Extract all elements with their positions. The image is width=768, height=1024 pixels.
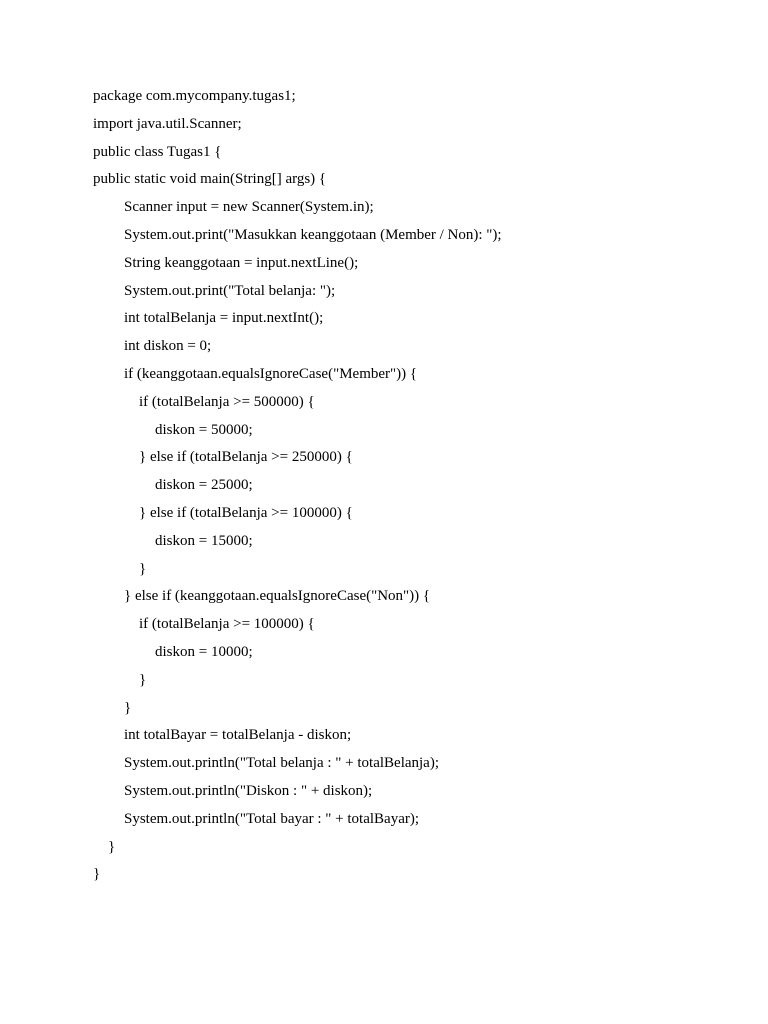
code-line-class-declaration: public class Tugas1 {: [93, 143, 222, 160]
code-block: [93, 85, 733, 891]
code-line-scanner: Scanner input = new Scanner(System.in);: [124, 199, 374, 216]
code-line-read-total: int totalBelanja = input.nextInt();: [124, 310, 324, 327]
code-line-discount-25000: diskon = 25000;: [155, 477, 253, 494]
code-line-non-if-100000: if (totalBelanja >= 100000) {: [139, 616, 315, 633]
code-line-package: package com.mycompany.tugas1;: [93, 88, 296, 104]
code-line-if-member: if (keanggotaan.equalsIgnoreCase("Member")) {: [124, 365, 418, 382]
code-line-close-non-inner-if: }: [139, 671, 147, 688]
code-line-close-class: }: [93, 866, 101, 883]
code-line-read-membership: String keanggotaan = input.nextLine();: [124, 254, 359, 271]
code-line-close-outer-if: }: [124, 699, 132, 716]
code-line-print-total-belanja: System.out.println("Total belanja : " + totalBelanja);: [124, 755, 440, 772]
code-line-else-if-250000: } else if (totalBelanja >= 250000) {: [139, 449, 353, 466]
code-line-discount-15000: diskon = 15000;: [155, 532, 253, 549]
code-line-import: import java.util.Scanner;: [93, 115, 242, 132]
code-line-main-method: public static void main(String[] args) {: [93, 171, 327, 188]
code-line-if-500000: if (totalBelanja >= 500000) {: [139, 393, 315, 410]
code-line-total-pay: int totalBayar = totalBelanja - diskon;: [124, 727, 352, 744]
code-line-init-discount: int diskon = 0;: [124, 338, 212, 355]
code-line-print-membership: System.out.print("Masukkan keanggotaan (Member / Non): ");: [124, 226, 502, 243]
code-line-close-main: }: [108, 838, 116, 855]
code-line-print-total-bayar: System.out.println("Total bayar : " + totalBayar);: [124, 810, 420, 827]
code-line-print-discount: System.out.println("Diskon : " + diskon);: [124, 782, 373, 799]
code-line-close-inner-if: }: [139, 560, 147, 577]
code-line-print-total: System.out.print("Total belanja: ");: [124, 282, 336, 299]
code-line-discount-50000: diskon = 50000;: [155, 421, 253, 438]
code-line-else-if-100000: } else if (totalBelanja >= 100000) {: [139, 504, 353, 521]
code-line-else-if-non: } else if (keanggotaan.equalsIgnoreCase("Non")) {: [124, 588, 431, 605]
code-line-discount-10000: diskon = 10000;: [155, 643, 253, 660]
